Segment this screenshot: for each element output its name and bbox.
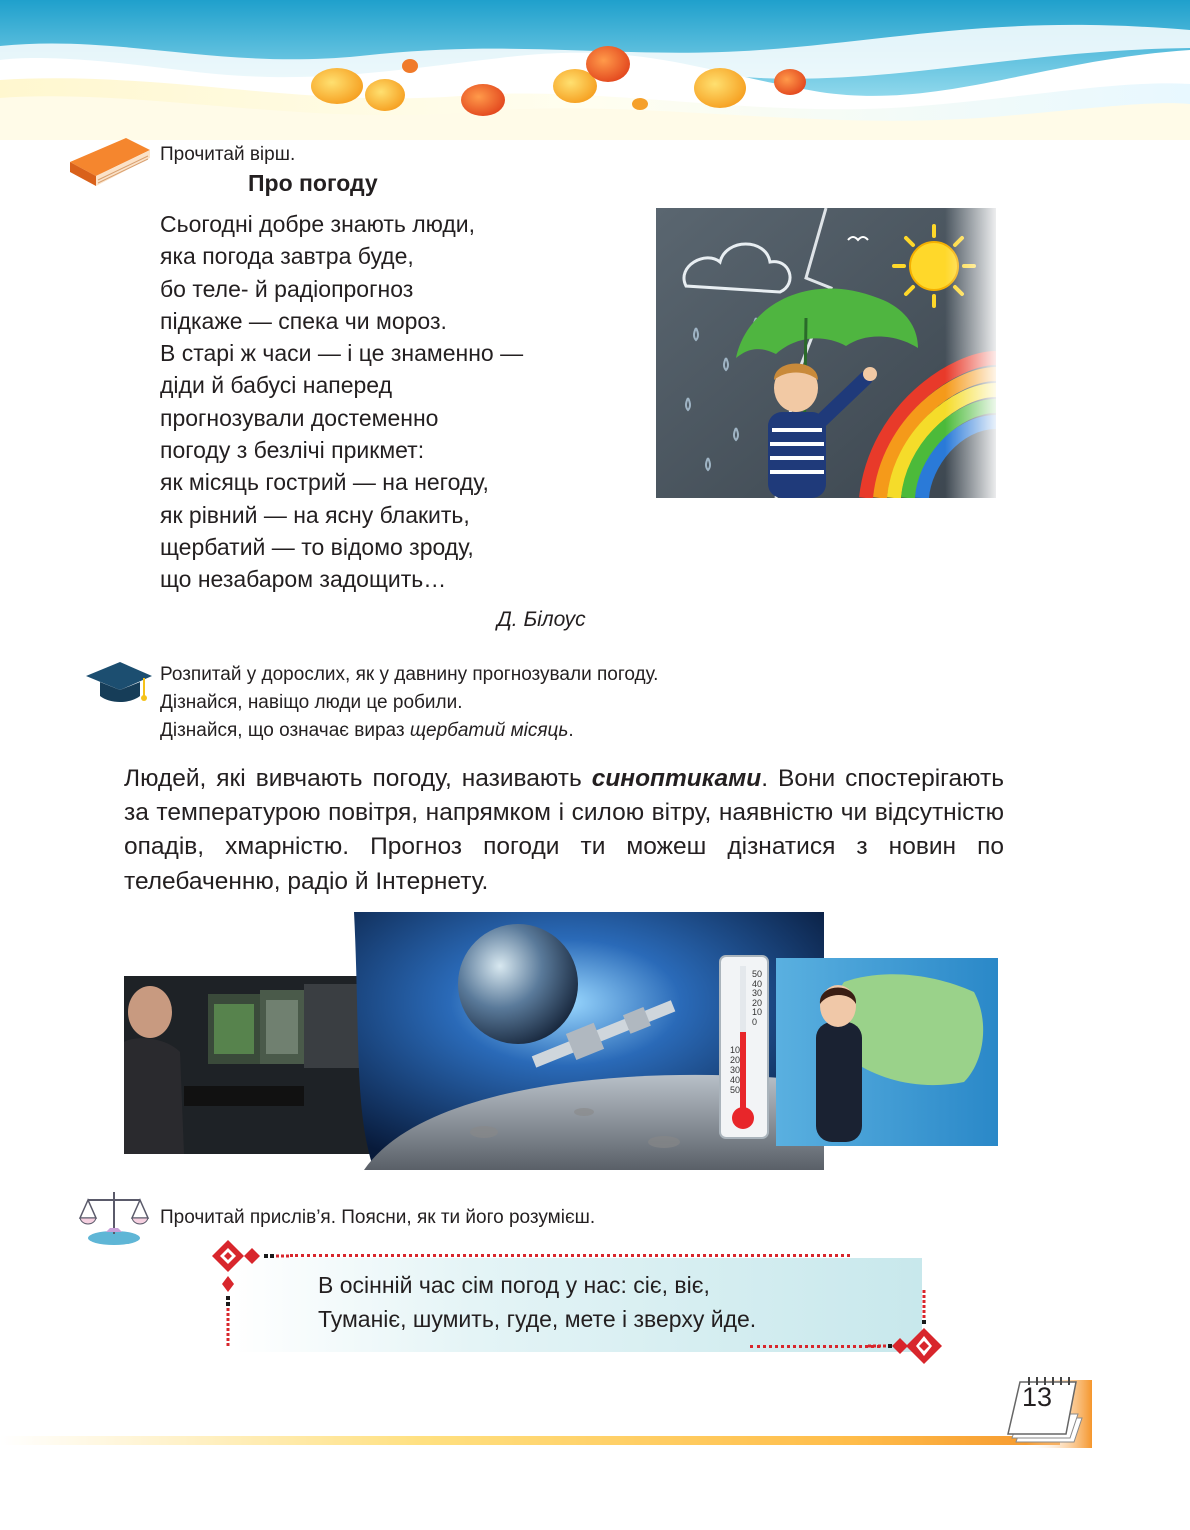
task-line	[160, 717, 658, 745]
header-banner	[0, 0, 1190, 140]
thermometer-tick: 40	[752, 978, 763, 989]
ornament-line-bottom	[750, 1345, 880, 1351]
paragraph-text-after: . Вони спостерігають за температурою повітря, напрямком і силою вітру, наявністю чи відсутністю опадів, хмарністю. Прогноз погоди ти можеш дізнатися з новин по телебаченню, радіо й Інтернету.	[124, 765, 1005, 895]
thermometer-tick: 10	[730, 1045, 741, 1055]
paragraph-text-before: Людей, які вивчають погоду, називають	[124, 765, 592, 792]
poem-line: діди й бабусі наперед	[160, 372, 393, 399]
task-ask-adults	[160, 661, 658, 745]
synoptics-paragraph	[124, 762, 1004, 899]
page-number: 13	[1022, 1382, 1053, 1412]
thermometer-tick: 50	[730, 1085, 741, 1095]
proverb-text	[318, 1268, 756, 1336]
poem-line: В старі ж часи — і це знаменно —	[160, 340, 524, 367]
task-instruction-proverb: Прочитай прислів’я. Поясни, як ти його розумієш.	[160, 1207, 596, 1228]
graduation-cap-icon	[84, 660, 154, 708]
thermometer-tick: 0	[752, 1016, 758, 1027]
ornament-top-left	[210, 1238, 290, 1348]
thermometer-lower-scale	[730, 1045, 750, 1095]
proverb-line: Туманіє, шумить, гуде, мете і зверху йде.	[318, 1306, 757, 1332]
book-icon	[66, 136, 152, 190]
poem-line: Сьогодні добре знають люди,	[160, 211, 476, 237]
thermometer-tick: 20	[730, 1055, 741, 1065]
poem-text	[160, 208, 523, 596]
thermometer-tick: 40	[730, 1075, 741, 1085]
term-shcherbatyi-misiats: щербатий місяць	[409, 720, 569, 741]
scales-icon	[78, 1188, 150, 1246]
thermometer-tick: 20	[752, 997, 763, 1008]
poem-line: щербатий — то відомо зроду,	[160, 533, 474, 560]
poem-title: Про погоду	[248, 170, 378, 196]
task-instruction-read-poem: Прочитай вірш.	[160, 144, 296, 165]
poem-line: що незабаром задощить…	[160, 566, 447, 593]
poem-line: прогнозували достеменно	[160, 404, 439, 431]
ornament-line-top	[290, 1254, 850, 1260]
task-line: Розпитай у дорослих, як у давнину прогнозували погоду.	[160, 664, 659, 685]
thermometer-tick: 30	[730, 1065, 741, 1075]
boy-umbrella-illustration	[656, 208, 996, 498]
poem-line: підкаже — спека чи мороз.	[160, 307, 447, 334]
poem-line: яка погода завтра буде,	[160, 243, 414, 270]
poem-line: як рівний — на ясну блакить,	[160, 501, 470, 528]
poem-author: Д. Білоус	[497, 608, 586, 631]
proverb-line: В осінній час сім погод у нас: сіє, віє,	[318, 1272, 710, 1298]
footer-line	[0, 1436, 1060, 1445]
poem-line: погоду з безлічі прикмет:	[160, 437, 425, 464]
weather-forecasting-collage	[124, 912, 998, 1170]
thermometer-upper-scale	[752, 970, 772, 1027]
thermometer-tick: 50	[752, 969, 763, 979]
poem-line: як місяць гострий — на негоду,	[160, 469, 489, 496]
ornament-bottom-right	[868, 1290, 948, 1374]
term-synoptics: синоптиками	[591, 765, 762, 792]
task-line-suffix: .	[568, 720, 574, 741]
thermometer-tick: 10	[752, 1007, 763, 1017]
task-line: Дізнайся, навіщо люди це робили.	[160, 692, 463, 713]
poem-line: бо теле- й радіопрогноз	[160, 275, 414, 302]
thermometer-tick: 30	[752, 988, 763, 998]
task-line-prefix: Дізнайся, що означає вираз	[160, 720, 410, 741]
